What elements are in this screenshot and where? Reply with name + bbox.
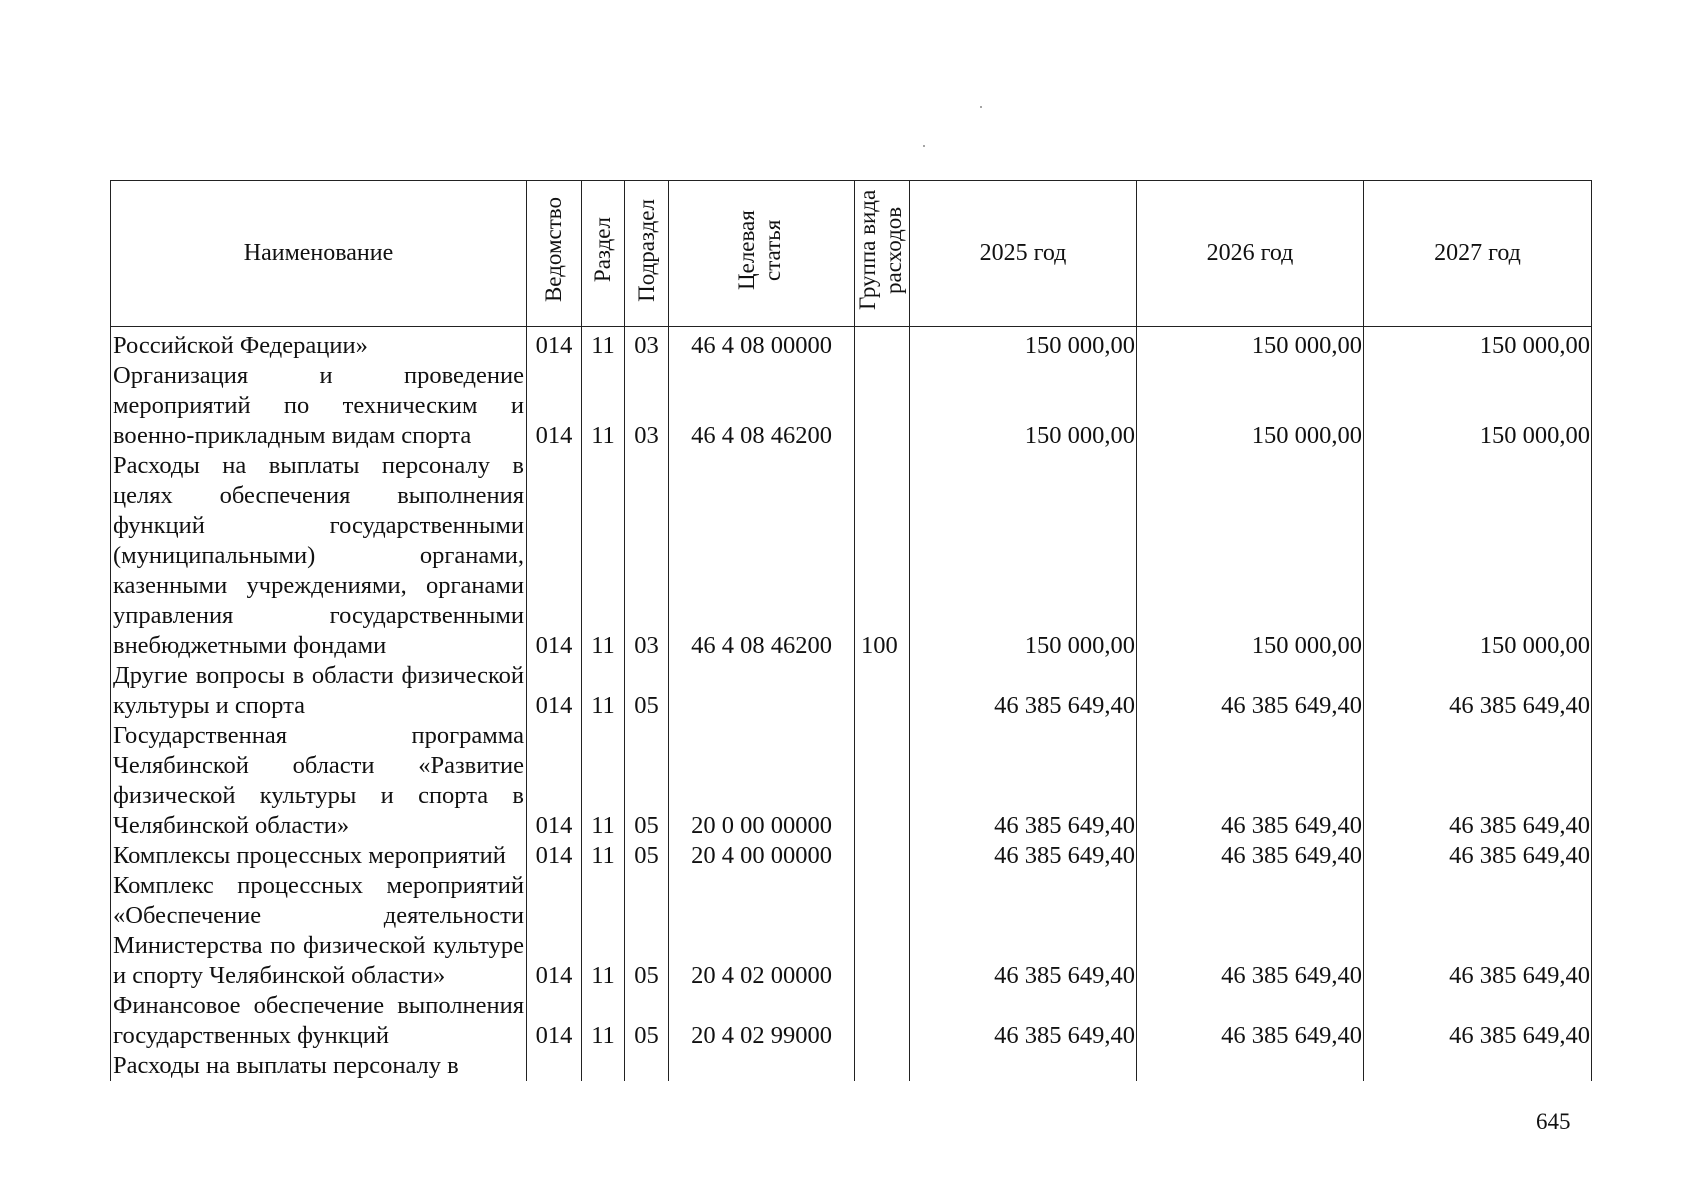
cell-year-2026: 150 000,00 [1137,361,1364,451]
cell-section: 11 [582,327,625,362]
cell-year-2026: 46 385 649,40 [1137,721,1364,841]
cell-section: 11 [582,871,625,991]
cell-year-2027: 150 000,00 [1364,361,1592,451]
cell-subsection: 05 [625,661,669,721]
table-row [111,451,1592,661]
cell-year-2025: 46 385 649,40 [910,661,1137,721]
cell-year-2027: 46 385 649,40 [1364,721,1592,841]
table-row [111,1051,1592,1081]
scan-speck [923,145,925,147]
cell-year-2027 [1364,1051,1592,1081]
cell-year-2027: 150 000,00 [1364,327,1592,362]
cell-expense-group [855,841,910,871]
header-year-2026: 2026 год [1137,181,1364,327]
cell-target-article [669,1051,855,1081]
table-row [111,721,1592,841]
cell-year-2027: 46 385 649,40 [1364,841,1592,871]
cell-expense-group [855,871,910,991]
cell-name: Комплекс процессных мероприятий «Обеспечение деятельности Министерства по физической культуре и спорту Челябинской области» [111,871,527,991]
budget-table [110,180,1592,1081]
cell-subsection: 05 [625,721,669,841]
cell-expense-group [855,361,910,451]
cell-target-article: 20 4 02 99000 [669,991,855,1051]
header-year-2025: 2025 год [910,181,1137,327]
cell-name: Финансовое обеспечение выполнения государственных функций [111,991,527,1051]
scan-speck [980,106,982,108]
cell-expense-group: 100 [855,451,910,661]
cell-year-2026: 150 000,00 [1137,327,1364,362]
cell-expense-group [855,327,910,362]
cell-section: 11 [582,361,625,451]
cell-year-2025: 150 000,00 [910,361,1137,451]
table-row [111,841,1592,871]
cell-target-article [669,661,855,721]
cell-target-article: 46 4 08 00000 [669,327,855,362]
cell-subsection: 05 [625,991,669,1051]
table-row [111,871,1592,991]
header-target-article: Целевая статья [669,181,855,327]
cell-department: 014 [527,327,582,362]
cell-section: 11 [582,841,625,871]
cell-subsection: 05 [625,841,669,871]
table-row [111,991,1592,1051]
cell-department: 014 [527,871,582,991]
cell-name: Другие вопросы в области физической культуры и спорта [111,661,527,721]
cell-department: 014 [527,841,582,871]
cell-year-2025: 46 385 649,40 [910,871,1137,991]
cell-section: 11 [582,451,625,661]
cell-year-2026: 46 385 649,40 [1137,991,1364,1051]
page-number: 645 [1536,1109,1571,1134]
header-section: Раздел [582,181,625,327]
cell-target-article: 46 4 08 46200 [669,451,855,661]
header-expense-group: Группа вида расходов [855,181,910,327]
cell-target-article: 20 4 02 00000 [669,871,855,991]
cell-year-2026: 46 385 649,40 [1137,871,1364,991]
cell-expense-group [855,991,910,1051]
cell-year-2025: 150 000,00 [910,327,1137,362]
cell-expense-group [855,1051,910,1081]
cell-department: 014 [527,721,582,841]
header-department: Ведомство [527,181,582,327]
cell-year-2026 [1137,1051,1364,1081]
cell-subsection: 03 [625,451,669,661]
cell-year-2025: 150 000,00 [910,451,1137,661]
cell-department [527,1051,582,1081]
cell-name: Расходы на выплаты персоналу в [111,1051,527,1081]
cell-year-2027: 46 385 649,40 [1364,661,1592,721]
cell-year-2027: 46 385 649,40 [1364,991,1592,1051]
cell-section: 11 [582,661,625,721]
cell-department: 014 [527,991,582,1051]
cell-name: Государственная программа Челябинской области «Развитие физической культуры и спорта в Челябинской области» [111,721,527,841]
cell-year-2027: 46 385 649,40 [1364,871,1592,991]
header-name: Наименование [111,181,527,327]
cell-year-2026: 46 385 649,40 [1137,841,1364,871]
cell-expense-group [855,721,910,841]
cell-year-2025: 46 385 649,40 [910,991,1137,1051]
table-header-row [111,181,1592,327]
cell-subsection: 03 [625,361,669,451]
cell-name: Организация и проведение мероприятий по техническим и военно-прикладным видам спорта [111,361,527,451]
table-row [111,327,1592,362]
cell-section: 11 [582,991,625,1051]
header-subsection: Подраздел [625,181,669,327]
cell-subsection: 05 [625,871,669,991]
cell-year-2025: 46 385 649,40 [910,721,1137,841]
cell-name: Комплексы процессных мероприятий [111,841,527,871]
cell-department: 014 [527,451,582,661]
cell-expense-group [855,661,910,721]
table-body [111,327,1592,1082]
cell-target-article: 46 4 08 46200 [669,361,855,451]
cell-name: Российской Федерации» [111,327,527,362]
cell-year-2025: 46 385 649,40 [910,841,1137,871]
cell-year-2027: 150 000,00 [1364,451,1592,661]
cell-department: 014 [527,661,582,721]
cell-year-2026: 150 000,00 [1137,451,1364,661]
cell-year-2025 [910,1051,1137,1081]
cell-subsection [625,1051,669,1081]
cell-name: Расходы на выплаты персоналу в целях обеспечения выполнения функций государственными (муниципальными) органами, казенными учреждениями, органами управления государственными внебюджетными фондами [111,451,527,661]
cell-subsection: 03 [625,327,669,362]
cell-section [582,1051,625,1081]
header-year-2027: 2027 год [1364,181,1592,327]
cell-target-article: 20 4 00 00000 [669,841,855,871]
cell-target-article: 20 0 00 00000 [669,721,855,841]
cell-year-2026: 46 385 649,40 [1137,661,1364,721]
cell-section: 11 [582,721,625,841]
table-row [111,361,1592,451]
table-row [111,661,1592,721]
cell-department: 014 [527,361,582,451]
